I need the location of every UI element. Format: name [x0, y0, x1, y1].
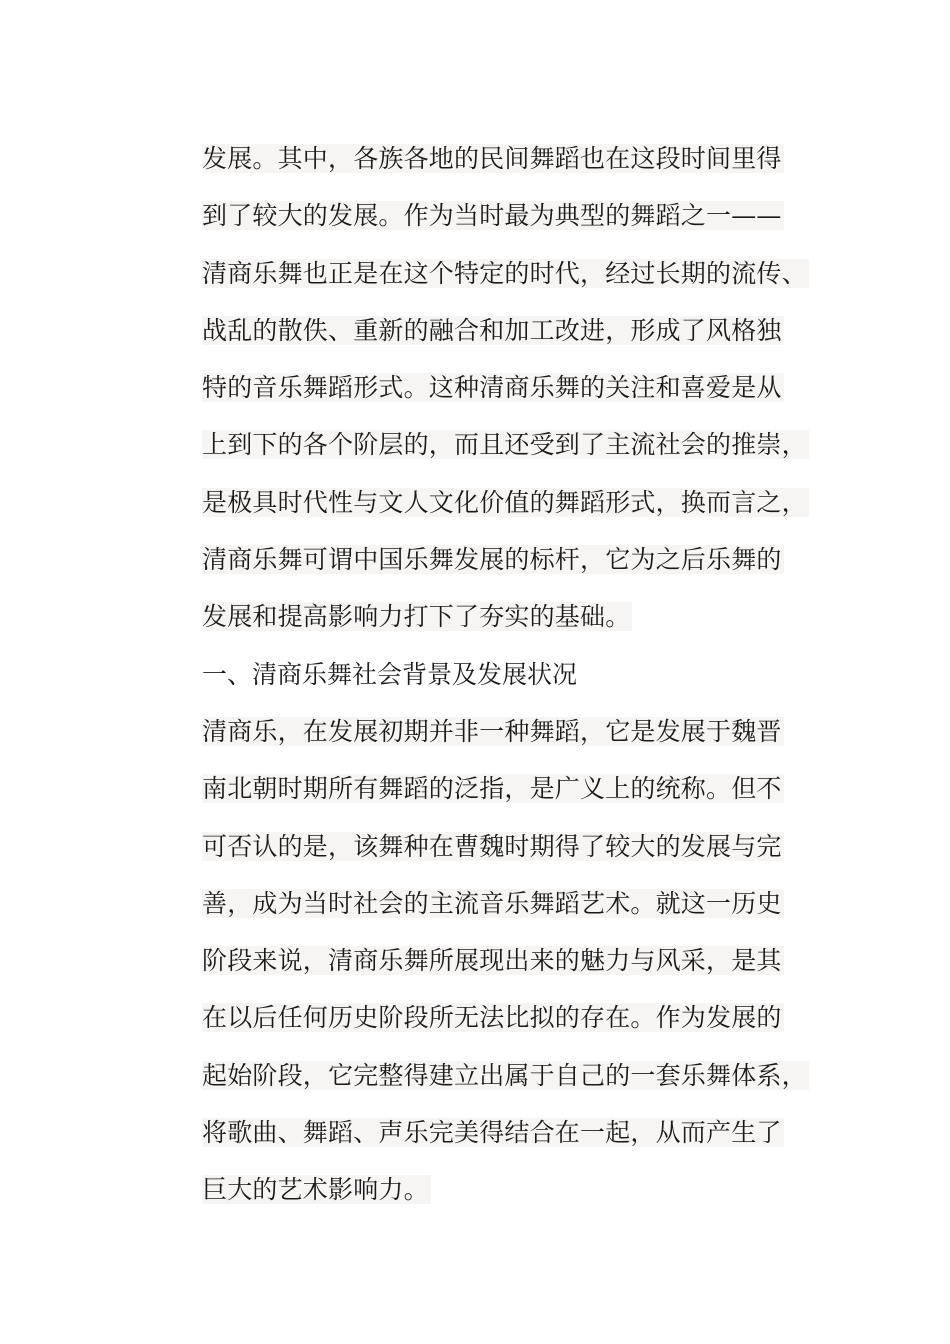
text-line — [202, 588, 822, 645]
paragraph-2 — [202, 703, 822, 1219]
text-line-content: 起始阶段，它完整得建立出属于自己的一套乐舞体系， — [202, 1060, 807, 1090]
text-line — [202, 474, 822, 531]
text-line-content: 清商乐，在发展初期并非一种舞蹈，它是发展于魏晋 — [202, 716, 782, 746]
document-body — [202, 130, 822, 1219]
text-line-content: 特的音乐舞蹈形式。这种清商乐舞的关注和喜爱是从 — [202, 373, 782, 403]
text-line-content: 战乱的散佚、重新的融合和加工改进，形成了风格独 — [202, 315, 782, 345]
text-line-content: 上到下的各个阶层的，而且还受到了主流社会的推崇， — [202, 430, 807, 460]
text-line — [202, 531, 822, 588]
paragraph-1 — [202, 130, 822, 646]
text-line — [202, 760, 822, 817]
text-line — [202, 875, 822, 932]
text-line-content: 到了较大的发展。作为当时最为典型的舞蹈之一—— — [202, 201, 782, 231]
text-line — [202, 359, 822, 416]
text-line-content: 发展和提高影响力打下了夯实的基础。 — [202, 602, 631, 632]
text-line — [202, 302, 822, 359]
text-line — [202, 416, 822, 473]
text-line-content: 将歌曲、舞蹈、声乐完美得结合在一起，从而产生了 — [202, 1118, 782, 1148]
text-line — [202, 932, 822, 989]
text-line-content: 是极具时代性与文人文化价值的舞蹈形式，换而言之， — [202, 487, 807, 517]
text-line — [202, 130, 822, 187]
text-line-content: 可否认的是，该舞种在曹魏时期得了较大的发展与完 — [202, 831, 782, 861]
text-line — [202, 245, 822, 302]
text-line-content: 清商乐舞也正是在这个特定的时代，经过长期的流传、 — [202, 258, 807, 288]
text-line-content: 发展。其中，各族各地的民间舞蹈也在这段时间里得 — [202, 144, 782, 173]
text-line-content: 巨大的艺术影响力。 — [202, 1175, 429, 1205]
text-line — [202, 187, 822, 244]
text-line — [202, 989, 822, 1046]
text-line-content: 在以后任何历史阶段所无法比拟的存在。作为发展的 — [202, 1003, 782, 1033]
text-line-content: 南北朝时期所有舞蹈的泛指，是广义上的统称。但不 — [202, 774, 782, 804]
text-line-content: 善，成为当时社会的主流音乐舞蹈艺术。就这一历史 — [202, 888, 782, 918]
section-heading: 一、清商乐舞社会背景及发展状况 — [202, 659, 578, 689]
text-line — [202, 818, 822, 875]
text-line — [202, 1161, 822, 1218]
text-line — [202, 703, 822, 760]
text-line-content: 阶段来说，清商乐舞所展现出来的魅力与风采，是其 — [202, 946, 782, 976]
text-line — [202, 1047, 822, 1104]
text-line — [202, 1104, 822, 1161]
text-line-content: 清商乐舞可谓中国乐舞发展的标杆，它为之后乐舞的 — [202, 545, 782, 575]
